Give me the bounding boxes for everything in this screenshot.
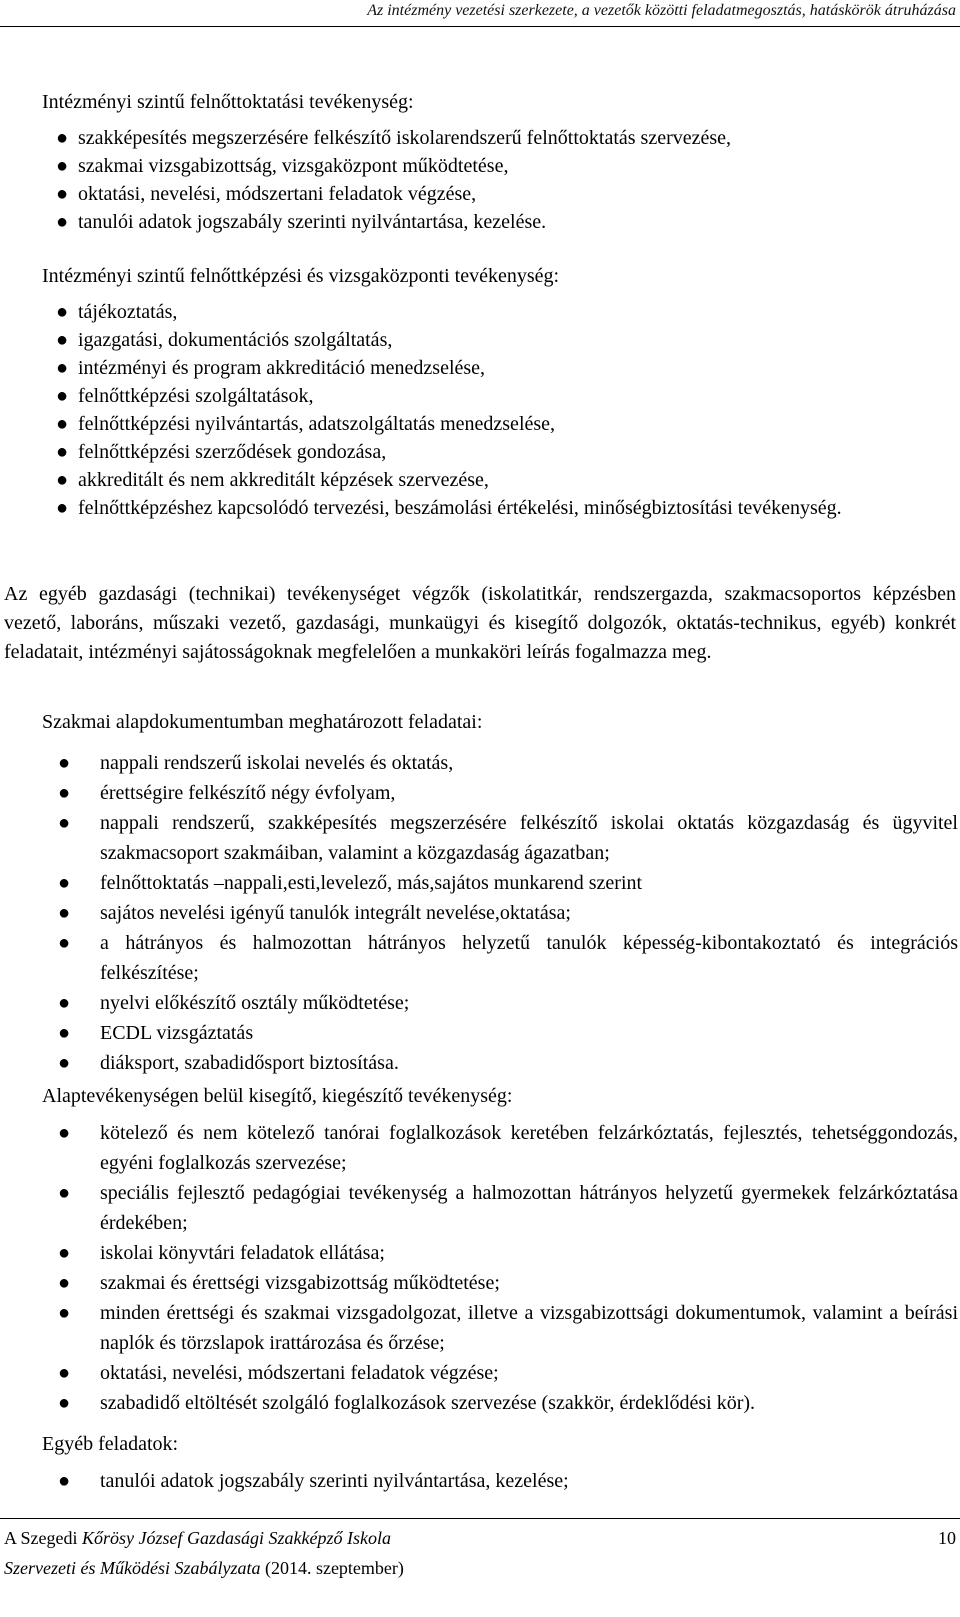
bullet-icon: ● — [58, 992, 71, 1014]
list-item: ● iskolai könyvtári feladatok ellátása; — [0, 1238, 960, 1268]
bullet-icon: ● — [58, 872, 71, 894]
section-heading-supplementary: Alaptevékenységen belül kisegítő, kiegészítő tevékenység: — [42, 1085, 513, 1107]
list-item: ● felnőttképzési szolgáltatások, — [0, 382, 960, 410]
bullet-icon: ● — [58, 1272, 71, 1294]
bullet-icon: ● — [56, 469, 69, 491]
footer-school-name: Kőrösy József Gazdasági Szakképző Iskola — [82, 1528, 391, 1548]
bullet-icon: ● — [58, 902, 71, 924]
list-item: ● nyelvi előkészítő osztály működtetése; — [0, 988, 960, 1018]
bullet-icon: ● — [58, 932, 71, 954]
bullet-icon: ● — [56, 357, 69, 379]
list-supplementary — [0, 1118, 960, 1418]
bullet-icon: ● — [58, 1242, 71, 1264]
page-number: 10 — [938, 1528, 956, 1548]
list-item: ● tanulói adatok jogszabály szerinti nyilvántartása, kezelése; — [0, 1466, 960, 1496]
bullet-icon: ● — [58, 782, 71, 804]
section-heading-core-tasks: Szakmai alapdokumentumban meghatározott feladatai: — [42, 711, 483, 733]
section-heading-other-tasks: Egyéb feladatok: — [42, 1433, 179, 1455]
list-item: ● nappali rendszerű, szakképesítés megszerzésére felkészítő iskolai oktatás közgazdaság és ügyvitel szakmacsoport szakmáiban, valamint a közgazdaság ágazatban; — [0, 808, 960, 868]
header-title: Az intézmény vezetési szerkezete, a vezetők közötti feladatmegosztás, hatáskörök átruházása — [367, 2, 956, 19]
bullet-icon: ● — [56, 497, 69, 519]
list-item: ● szakmai vizsgabizottság, vizsgaközpont működtetése, — [0, 152, 960, 180]
list-item: ● szabadidő eltöltését szolgáló foglalkozások szervezése (szakkör, érdeklődési kör). — [0, 1388, 960, 1418]
list-item: ● felnőttképzési szerződések gondozása, — [0, 438, 960, 466]
list-item: ● akkreditált és nem akkreditált képzések szervezése, — [0, 466, 960, 494]
list-item: ● diáksport, szabadidősport biztosítása. — [0, 1048, 960, 1078]
list-item: ● érettségire felkészítő négy évfolyam, — [0, 778, 960, 808]
section-heading-adult-education: Intézményi szintű felnőttoktatási tevékenység: — [42, 91, 414, 113]
page-footer — [0, 1518, 960, 1617]
bullet-icon: ● — [58, 1122, 71, 1144]
list-item: ● a hátrányos és halmozottan hátrányos helyzetű tanulók képesség-kibontakoztató és integrációs felkészítése; — [0, 928, 960, 988]
bullet-icon: ● — [56, 329, 69, 351]
list-item: ● ECDL vizsgáztatás — [0, 1018, 960, 1048]
footer-school-prefix: A Szegedi — [4, 1528, 82, 1548]
list-item: ● minden érettségi és szakmai vizsgadolgozat, illetve a vizsgabizottsági dokumentumok, valamint a beírási naplók és törzslapok irattározása és őrzése; — [0, 1298, 960, 1358]
list-item: ● felnőttképzéshez kapcsolódó tervezési, beszámolási értékelési, minőségbiztosítási tevékenység. — [0, 494, 960, 522]
bullet-icon: ● — [56, 301, 69, 323]
bullet-icon: ● — [58, 752, 71, 774]
bullet-icon: ● — [56, 127, 69, 149]
list-item: ● felnőttképzési nyilvántartás, adatszolgáltatás menedzselése, — [0, 410, 960, 438]
list-item: ● nappali rendszerű iskolai nevelés és oktatás, — [0, 748, 960, 778]
list-item: ● speciális fejlesztő pedagógiai tevékenység a halmozottan hátrányos helyzetű gyermekek felzárkóztatása érdekében; — [0, 1178, 960, 1238]
bullet-icon: ● — [58, 1022, 71, 1044]
bullet-icon: ● — [58, 812, 71, 834]
footer-regulation-title: Szervezeti és Működési Szabályzata — [4, 1558, 265, 1578]
list-item: ● sajátos nevelési igényű tanulók integrált nevelése,oktatása; — [0, 898, 960, 928]
bullet-icon: ● — [56, 413, 69, 435]
footer-rule — [0, 1518, 960, 1519]
bullet-icon: ● — [58, 1362, 71, 1384]
bullet-icon: ● — [58, 1302, 71, 1324]
bullet-icon: ● — [56, 211, 69, 233]
bullet-icon: ● — [56, 441, 69, 463]
technical-staff-paragraph: Az egyéb gazdasági (technikai) tevékenységet végzők (iskolatitkár, rendszergazda, szakmacsoportos képzésben vezető, laboráns, műszaki vezető, gazdasági, munkaügyi és kisegítő dolgozók, oktatás-technikus, egyéb) konkrét feladatait, intézményi sajátosságoknak megfelelően a munkaköri leírás fogalmazza meg. — [4, 583, 956, 663]
list-item: ● kötelező és nem kötelező tanórai foglalkozások keretében felzárkóztatás, fejlesztés, tehetséggondozás, egyéni foglalkozás szervezése; — [0, 1118, 960, 1178]
bullet-icon: ● — [58, 1392, 71, 1414]
header-rule — [0, 26, 960, 27]
bullet-icon: ● — [58, 1182, 71, 1204]
list-item: ● szakképesítés megszerzésére felkészítő iskolarendszerű felnőttoktatás szervezése, — [0, 124, 960, 152]
list-item: ● intézményi és program akkreditáció menedzselése, — [0, 354, 960, 382]
footer-school-line — [4, 1528, 391, 1549]
list-item: ● igazgatási, dokumentációs szolgáltatás, — [0, 326, 960, 354]
list-item: ● felnőttoktatás –nappali,esti,levelező, más,sajátos munkarend szerint — [0, 868, 960, 898]
list-adult-training — [0, 298, 960, 522]
bullet-icon: ● — [56, 385, 69, 407]
list-adult-education — [0, 124, 960, 236]
list-core-tasks — [0, 748, 960, 1078]
list-item: ● szakmai és érettségi vizsgabizottság működtetése; — [0, 1268, 960, 1298]
section-heading-adult-training: Intézményi szintű felnőttképzési és vizsgaközponti tevékenység: — [42, 265, 560, 287]
footer-regulation-date: (2014. szeptember) — [264, 1558, 404, 1578]
bullet-icon: ● — [58, 1052, 71, 1074]
list-item: ● oktatási, nevelési, módszertani feladatok végzése; — [0, 1358, 960, 1388]
bullet-icon: ● — [58, 1470, 71, 1492]
footer-regulation-line — [4, 1558, 404, 1579]
page-header — [0, 0, 960, 28]
bullet-icon: ● — [56, 183, 69, 205]
list-item: ● tanulói adatok jogszabály szerinti nyilvántartása, kezelése. — [0, 208, 960, 236]
list-item: ● tájékoztatás, — [0, 298, 960, 326]
list-item: ● oktatási, nevelési, módszertani feladatok végzése, — [0, 180, 960, 208]
bullet-icon: ● — [56, 155, 69, 177]
list-other-tasks — [0, 1466, 960, 1496]
